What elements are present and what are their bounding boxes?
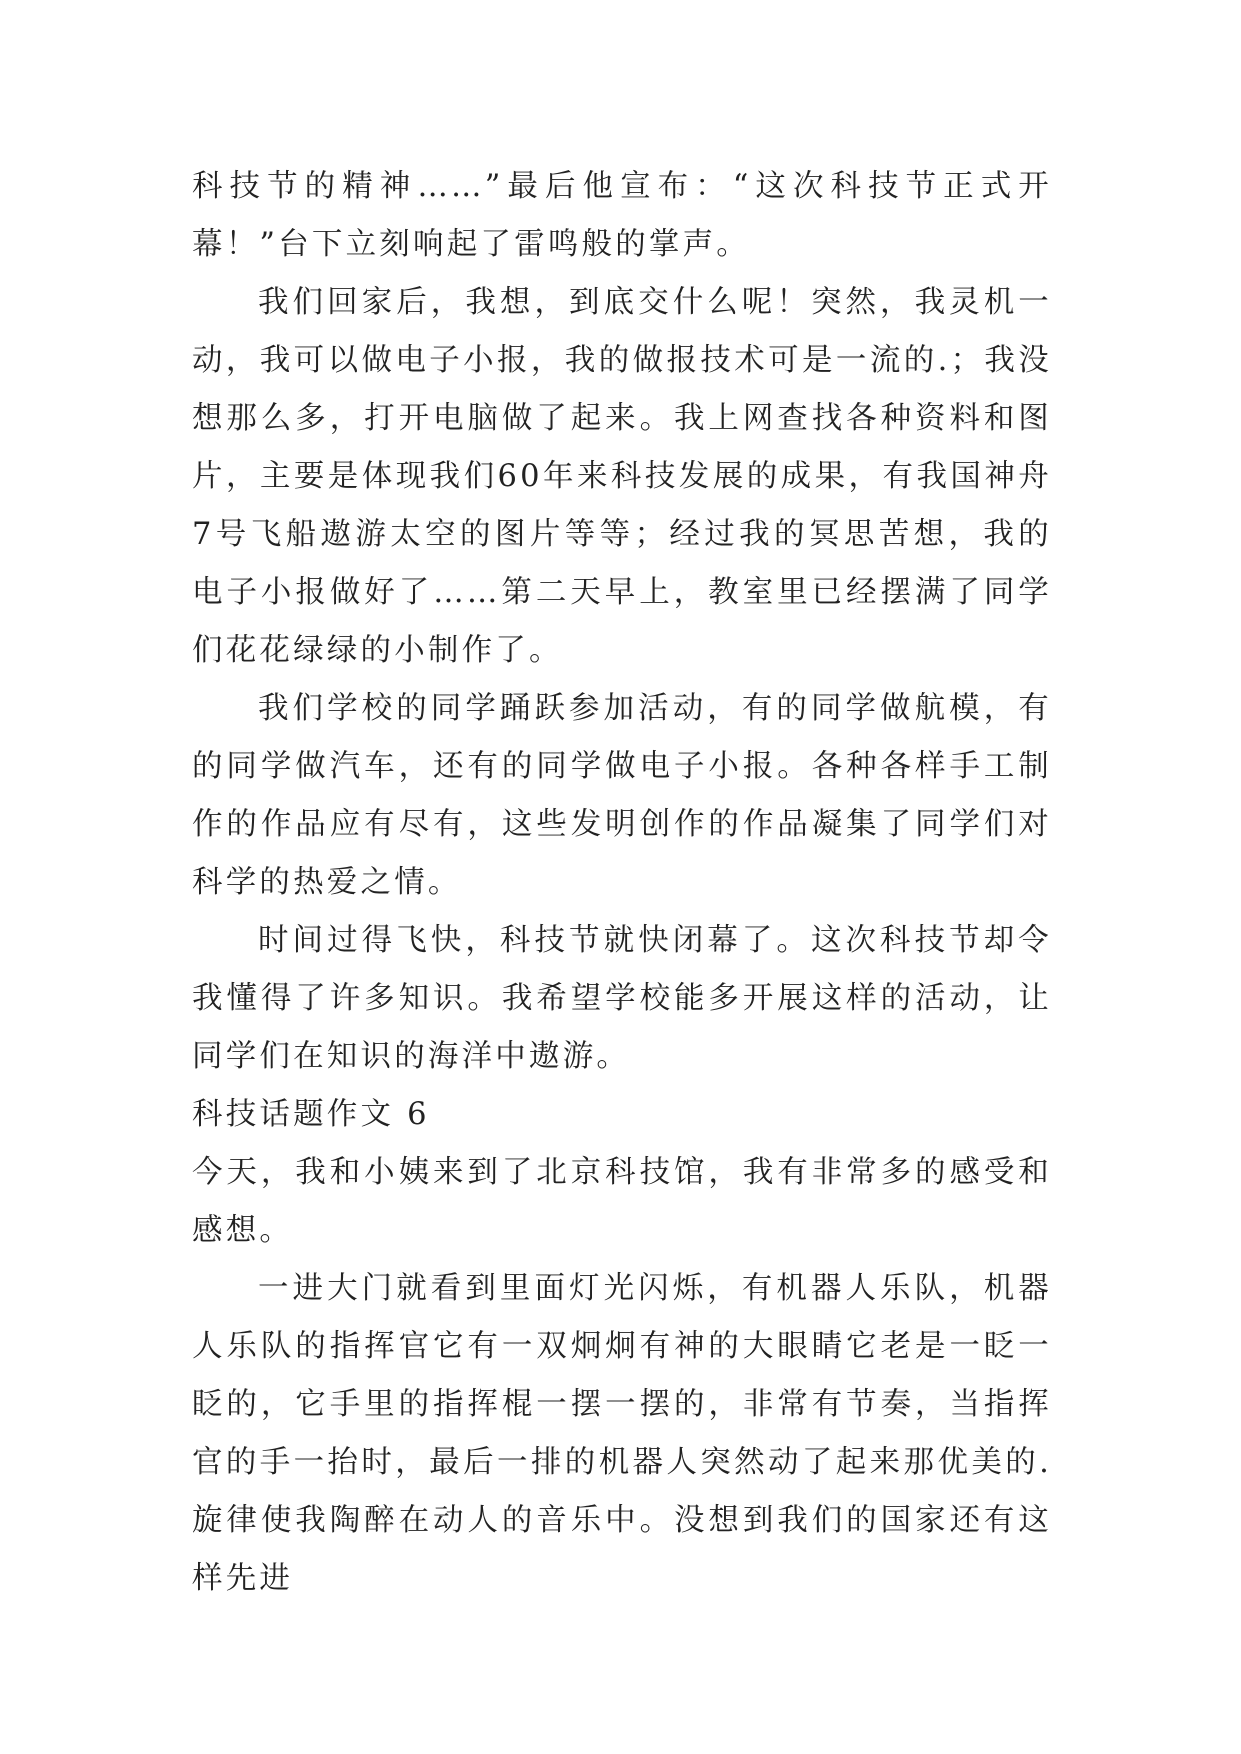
section-heading: 科技话题作文 6	[192, 1097, 430, 1132]
paragraph-2: 我们回家后，我想，到底交什么呢！突然，我灵机一动，我可以做电子小报，我的做报技术可是一流的.；我没想那么多，打开电脑做了起来。我上网查找各种资料和图片，主要是体现我们60年来科技发展的成果，有我国神舟7号飞船遨游太空的图片等等；经过我的冥思苦想，我的电子小报做好了……第二天早上，教室里已经摆满了同学们花花绿绿的小制作了。	[192, 285, 1052, 668]
paragraph-3: 我们学校的同学踊跃参加活动，有的同学做航模，有的同学做汽车，还有的同学做电子小报。各种各样手工制作的作品应有尽有，这些发明创作的作品凝集了同学们对科学的热爱之情。	[192, 691, 1052, 900]
paragraph-6: 一进大门就看到里面灯光闪烁，有机器人乐队，机器人乐队的指挥官它有一双炯炯有神的大眼睛它老是一眨一眨的，它手里的指挥棍一摆一摆的，非常有节奏，当指挥官的手一抬时，最后一排的机器人突然动了起来那优美的.旋律使我陶醉在动人的音乐中。没想到我们的国家还有这样先进	[192, 1271, 1052, 1596]
paragraph-5: 今天，我和小姨来到了北京科技馆，我有非常多的感受和感想。	[192, 1155, 1052, 1248]
paragraph-1: 科技节的精神……”最后他宣布：“这次科技节正式开幕！”台下立刻响起了雷鸣般的掌声。	[192, 169, 1052, 262]
paragraph-4: 时间过得飞快，科技节就快闭幕了。这次科技节却令我懂得了许多知识。我希望学校能多开展这样的活动，让同学们在知识的海洋中遨游。	[192, 923, 1052, 1074]
document-page	[192, 158, 1052, 1608]
